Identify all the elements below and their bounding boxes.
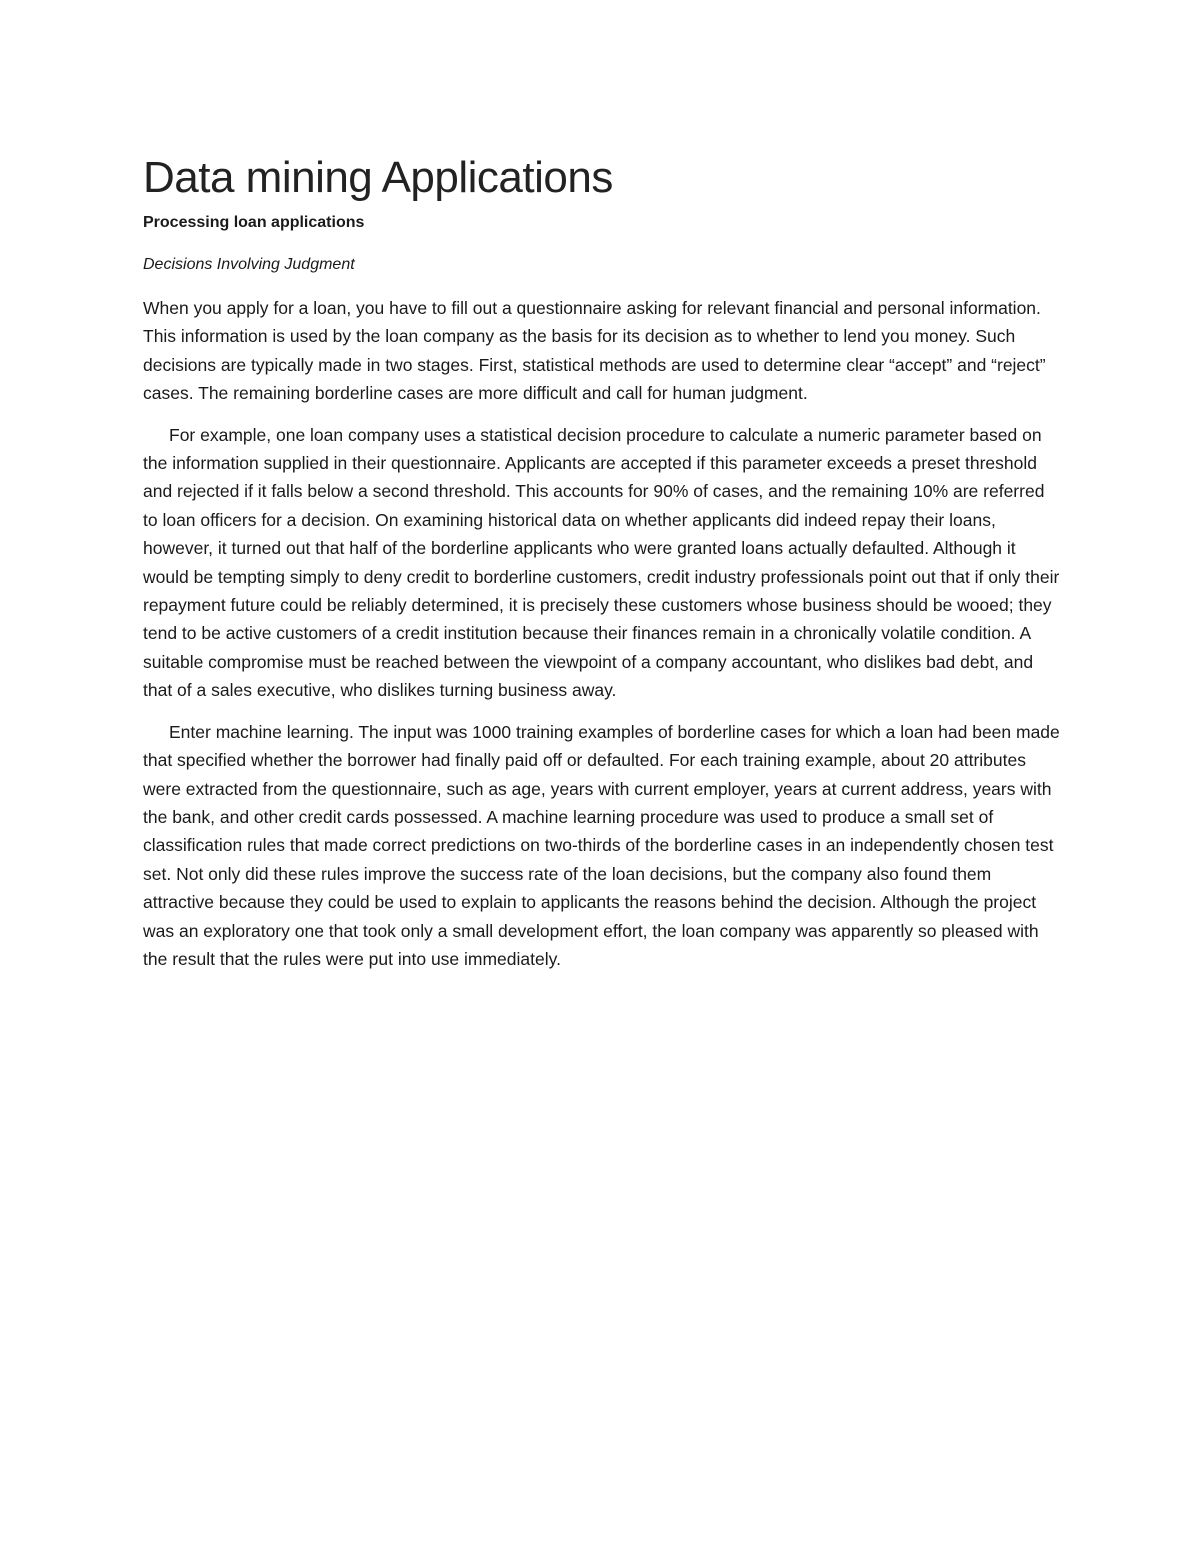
section-heading: Decisions Involving Judgment <box>143 256 355 273</box>
document-subtitle: Processing loan applications <box>143 214 365 231</box>
paragraph-2: For example, one loan company uses a statistical decision procedure to calculate a numeric parameter based on the information supplied in their questionnaire. Applicants are accepted if this parameter exceeds a preset threshold and rejected if it falls below a second threshold. This accounts for 90% of cases, and the remaining 10% are referred to loan officers for a decision. On examining historical data on whether applicants did indeed repay their loans, however, it turned out that half of the borderline applicants who were granted loans actually defaulted. Although it would be tempting simply to deny credit to borderline customers, credit industry professionals point out that if only their repayment future could be reliably determined, it is precisely these customers whose business should be wooed; they tend to be active customers of a credit institution because their finances remain in a chronically volatile condition. A suitable compromise must be reached between the viewpoint of a company accountant, who dislikes bad debt, and that of a sales executive, who dislikes turning business away. <box>143 424 1060 701</box>
paragraph-1: When you apply for a loan, you have to fill out a questionnaire asking for relevant financial and personal information. This information is used by the loan company as the basis for its decision as to whether to lend you money. Such decisions are typically made in two stages. First, statistical methods are used to determine clear “accept” and “reject” cases. The remaining borderline cases are more difficult and call for human judgment. <box>143 298 1046 404</box>
document-title: Data mining Applications <box>143 153 613 202</box>
document-body <box>143 150 1060 973</box>
paragraph-3: Enter machine learning. The input was 1000 training examples of borderline cases for which a loan had been made that specified whether the borrower had finally paid off or defaulted. For each training example, about 20 attributes were extracted from the questionnaire, such as age, years with current employer, years at current address, years with the bank, and other credit cards possessed. A machine learning procedure was used to produce a small set of classification rules that made correct predictions on two-thirds of the borderline cases in an independently chosen test set. Not only did these rules improve the success rate of the loan decisions, but the company also found them attractive because they could be used to explain to applicants the reasons behind the decision. Although the project was an exploratory one that took only a small development effort, the loan company was apparently so pleased with the result that the rules were put into use immediately. <box>143 721 1060 969</box>
